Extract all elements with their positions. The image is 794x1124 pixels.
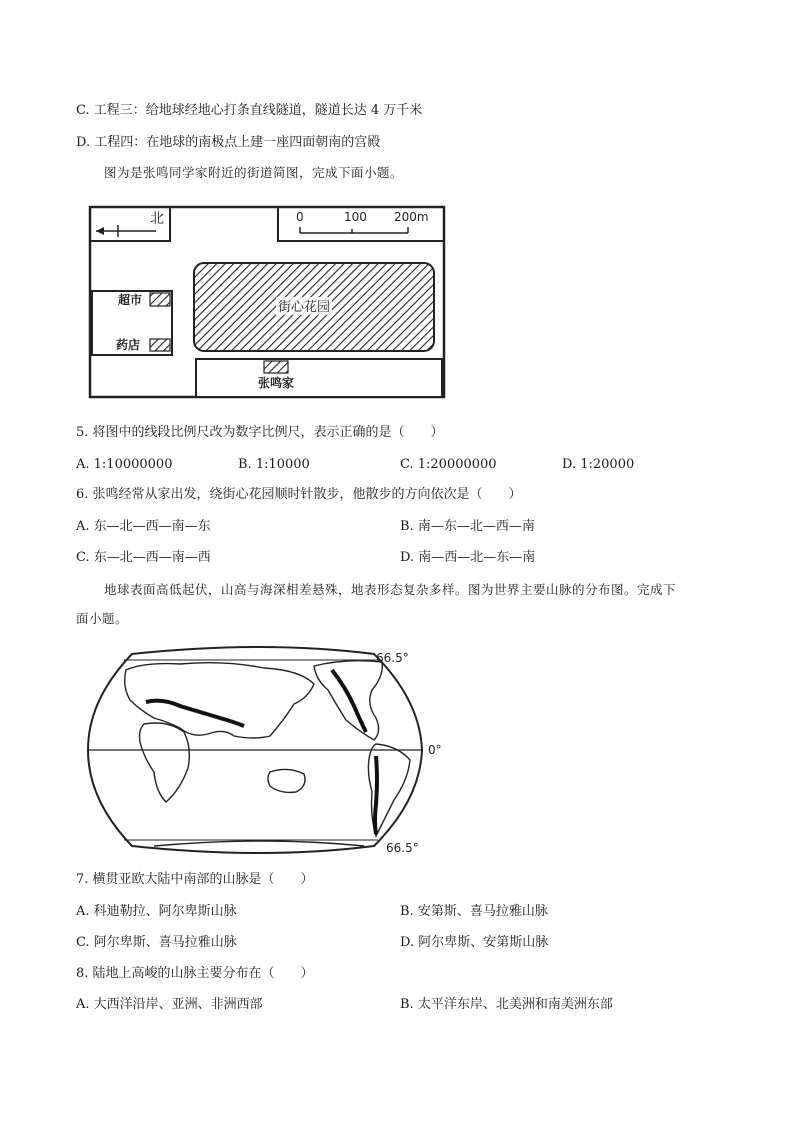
q7-option-b[interactable]: B. 安第斯、喜马拉雅山脉 [400, 904, 548, 919]
home-building [264, 361, 288, 373]
q8-option-b[interactable]: B. 太平洋东岸、北美洲和南美洲东部 [400, 997, 613, 1012]
q8-stem: 8. 陆地上高峻的山脉主要分布在（ ） [76, 966, 314, 981]
q5-stem: 5. 将图中的线段比例尺改为数字比例尺，表示正确的是（ ） [76, 425, 444, 440]
supermarket-label: 超市 [118, 293, 143, 307]
q5-option-c[interactable]: C. 1:20000000 [400, 457, 497, 472]
equator-label: 0° [428, 743, 442, 757]
q7-option-a[interactable]: A. 科迪勒拉、阿尔卑斯山脉 [76, 904, 237, 919]
q5-option-a[interactable]: A. 1:10000000 [76, 457, 173, 472]
option-c-project3: C. 工程三：给地球经地心打条直线隧道，隧道长达 4 万千米 [76, 103, 423, 118]
intro-mountains-line1: 地球表面高低起伏，山高与海深相差悬殊，地表形态复杂多样。图为世界主要山脉的分布图。完成下 [104, 582, 677, 597]
q5-option-b[interactable]: B. 1:10000 [238, 457, 310, 472]
pharmacy-building [150, 339, 170, 351]
pharmacy-label: 药店 [116, 338, 141, 352]
q6-option-d[interactable]: D. 南—西—北—东—南 [400, 550, 536, 565]
street-map [88, 205, 448, 400]
q6-option-b[interactable]: B. 南—东—北—西—南 [400, 519, 535, 534]
q7-option-c[interactable]: C. 阿尔卑斯、喜马拉雅山脉 [76, 935, 237, 950]
q8-option-a[interactable]: A. 大西洋沿岸、亚洲、非洲西部 [76, 997, 263, 1012]
home-label: 张鸣家 [258, 376, 295, 390]
bottom-block [196, 359, 442, 397]
lat-north-label: 66.5° [376, 651, 409, 665]
q7-option-d[interactable]: D. 阿尔卑斯、安第斯山脉 [400, 935, 549, 950]
q7-stem: 7. 横贯亚欧大陆中南部的山脉是（ ） [76, 872, 314, 887]
supermarket-building [150, 293, 170, 306]
q6-option-c[interactable]: C. 东—北—西—南—西 [76, 550, 211, 565]
scale-label-0: 0 [296, 210, 304, 224]
north-label: 北 [150, 211, 164, 227]
option-d-project4: D. 工程四：在地球的南极点上建一座四面朝南的宫殿 [76, 135, 381, 150]
andes-range [375, 756, 377, 834]
garden-label: 街心花园 [278, 300, 331, 315]
scale-label-200: 200m [394, 210, 429, 224]
lat-south-label: 66.5° [386, 841, 419, 855]
world-mountain-map [84, 640, 444, 862]
q5-option-d[interactable]: D. 1:20000 [562, 457, 635, 472]
q6-option-a[interactable]: A. 东—北—西—南—东 [76, 519, 211, 534]
q6-stem: 6. 张鸣经常从家出发，绕街心花园顺时针散步，他散步的方向依次是（ ） [76, 487, 522, 502]
intro-street-map: 图为是张鸣同学家附近的街道简图，完成下面小题。 [104, 165, 404, 180]
scale-label-100: 100 [344, 210, 367, 224]
intro-mountains-line2: 面小题。 [76, 611, 129, 626]
